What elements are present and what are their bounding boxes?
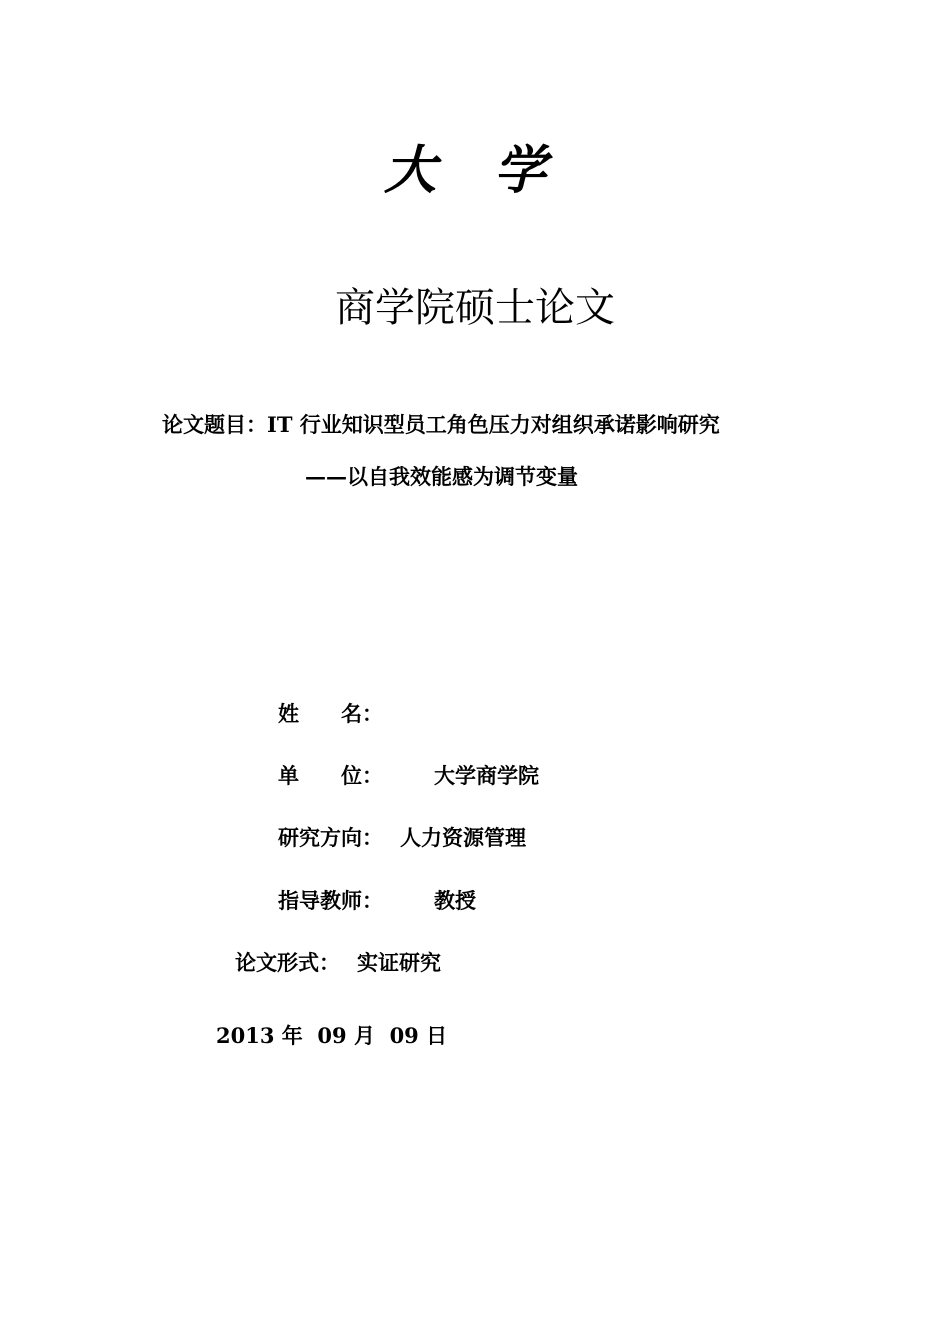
thesis-subtitle: ——以自我效能感为调节变量 bbox=[305, 464, 578, 489]
date-day: 09 bbox=[389, 1023, 419, 1048]
research-direction-label: 研究方向： bbox=[278, 825, 383, 850]
date-year: 2013 bbox=[216, 1023, 275, 1048]
date-month-unit: 月 bbox=[353, 1023, 375, 1048]
research-direction-value: 人力资源管理 bbox=[400, 825, 526, 850]
advisor-label: 指导教师： bbox=[278, 888, 383, 913]
name-label: 姓 名： bbox=[278, 701, 383, 726]
university-name: 大 学 bbox=[383, 140, 567, 201]
thesis-form-value: 实证研究 bbox=[357, 950, 441, 975]
date-month: 09 bbox=[317, 1023, 347, 1048]
advisor-value: 教授 bbox=[434, 888, 476, 913]
thesis-title-line bbox=[162, 409, 720, 439]
unit-label: 单 位： bbox=[278, 763, 383, 788]
date-year-unit: 年 bbox=[281, 1023, 303, 1048]
date-day-unit: 日 bbox=[426, 1023, 448, 1048]
thesis-form-label: 论文形式： bbox=[235, 950, 340, 975]
submission-date bbox=[216, 1020, 447, 1050]
thesis-title: IT 行业知识型员工角色压力对组织承诺影响研究 bbox=[267, 412, 720, 437]
unit-value: 大学商学院 bbox=[434, 763, 539, 788]
thesis-type-heading: 商学院硕士论文 bbox=[335, 285, 615, 331]
thesis-title-label: 论文题目： bbox=[162, 412, 267, 437]
